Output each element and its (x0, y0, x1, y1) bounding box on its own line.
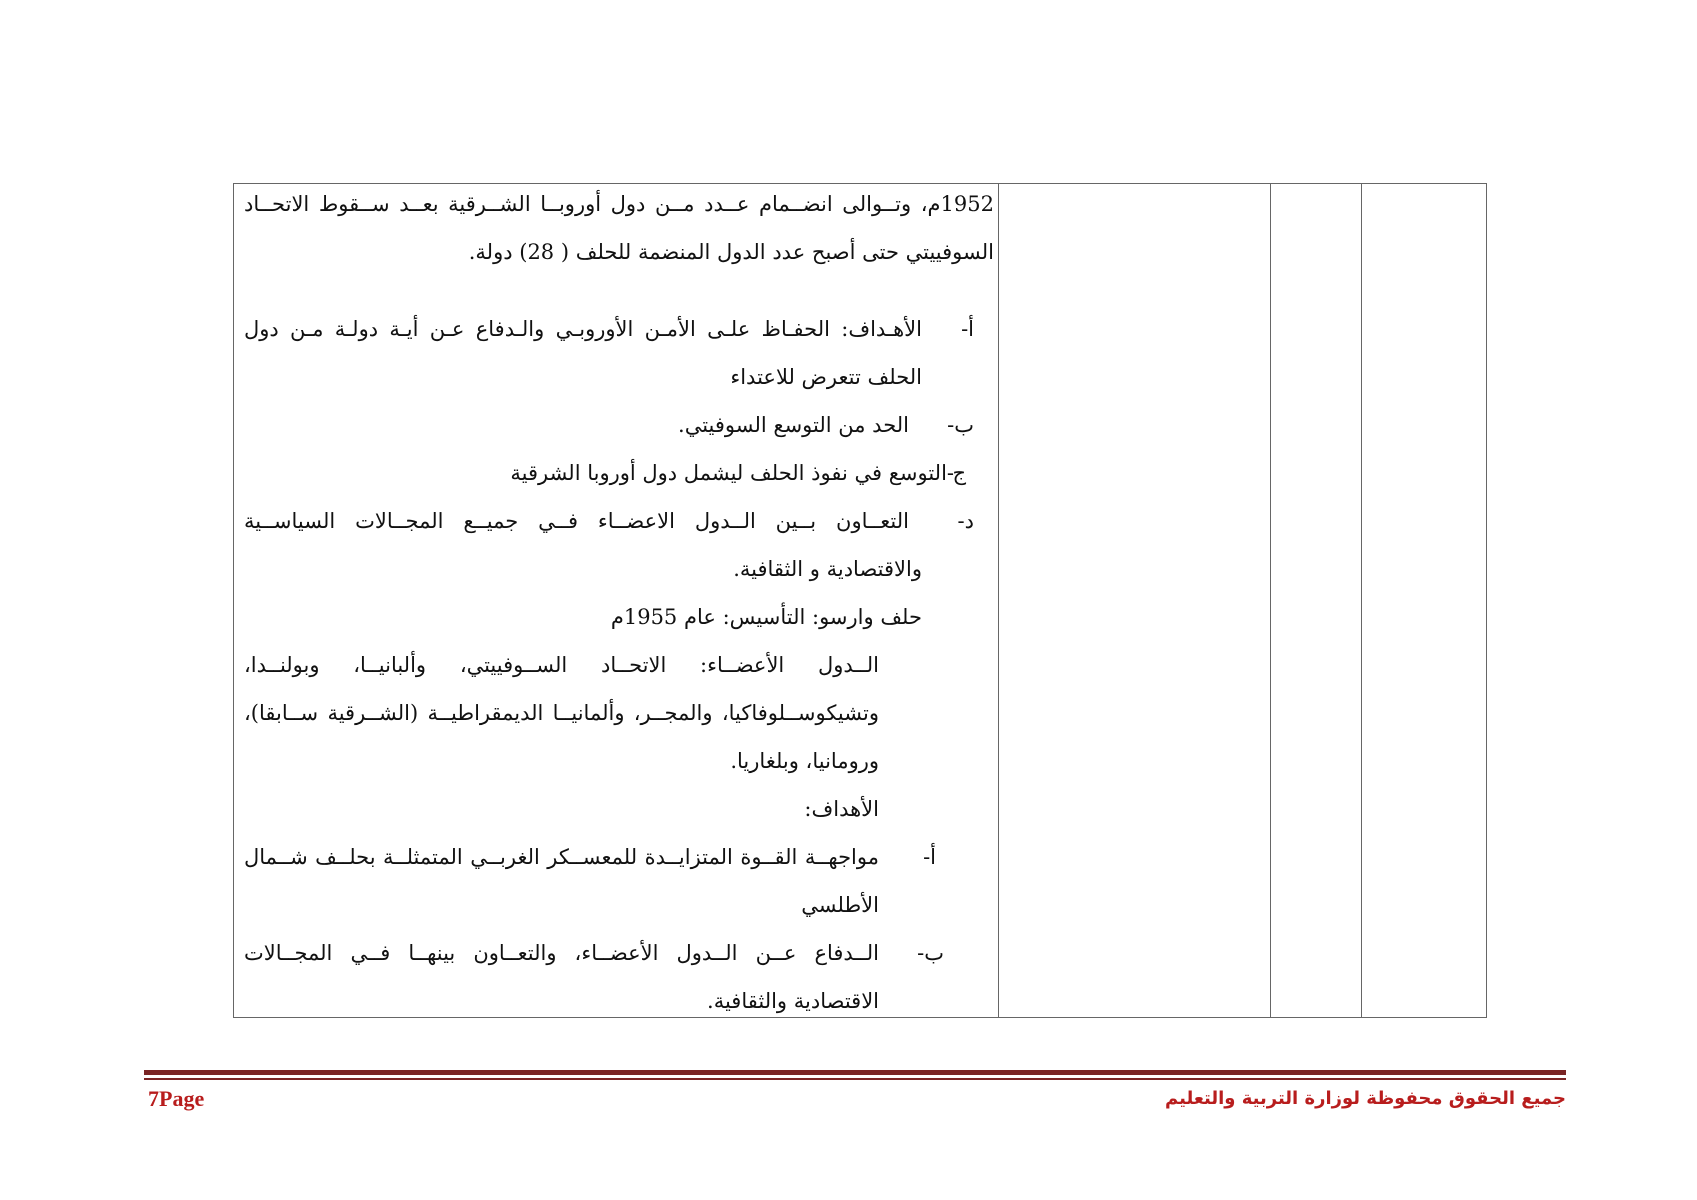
content-table (233, 183, 1487, 1018)
list-marker: أ- (961, 317, 974, 341)
list-marker: ج (952, 461, 966, 485)
text-cell (244, 184, 994, 1017)
list-item-line: الاقتصادية والثقافية. (707, 989, 879, 1013)
list-item-line: الأطلسي (801, 893, 879, 917)
section-heading: حلف وارسو: التأسيس: عام 1955م (610, 605, 922, 629)
members-line: الــدول الأعضــاء: الاتحــاد الســوفييتي، وألبانيــا، وبولنــدا، (244, 653, 879, 677)
list-item-line: التعــاون بــين الــدول الاعضــاء فــي جميــع المجــالات السياســية (244, 509, 909, 533)
list-item-line: الحلف تتعرض للاعتداء (730, 365, 922, 389)
page-number: 7Page (148, 1086, 205, 1111)
list-marker: د- (957, 509, 974, 533)
table-column-divider (1270, 184, 1271, 1017)
list-marker: ب- (947, 413, 974, 437)
list-marker: أ- (923, 845, 936, 869)
list-item-line: الحد من التوسع السوفيتي. (678, 413, 909, 437)
list-marker: ب- (917, 941, 944, 965)
table-column-divider (998, 184, 999, 1017)
paragraph-line: 1952م، وتــوالى انضــمام عــدد مــن دول أوروبــا الشــرقية بعــد ســقوط الاتحــاد (244, 192, 994, 216)
footer-rule (144, 1070, 1566, 1075)
list-item-line: -التوسع في نفوذ الحلف ليشمل دول أوروبا الشرقية (510, 461, 954, 485)
members-line: وتشيكوســلوفاكيا، والمجــر، وألمانيــا الديمقراطيــة (الشــرقية ســابقا)، (244, 701, 879, 725)
members-line: ورومانيا، وبلغاريا. (730, 749, 879, 773)
list-item-line: الــدفاع عــن الــدول الأعضــاء، والتعــاون بينهــا فــي المجــالات (244, 941, 879, 965)
table-column-divider (1361, 184, 1362, 1017)
list-item-line: مواجهــة القــوة المتزايــدة للمعســكر الغربــي المتمثلــة بحلــف شــمال (244, 845, 879, 869)
footer-rule-thin (144, 1078, 1566, 1080)
list-item-line: الأهـداف: الحفـاظ علـى الأمـن الأوروبـي والـدفاع عـن أيـة دولـة مـن دول (244, 317, 922, 341)
list-item-line: والاقتصادية و الثقافية. (733, 557, 922, 581)
paragraph-line: السوفييتي حتى أصبح عدد الدول المنضمة للحلف ( 28) دولة. (468, 240, 994, 264)
copyright-notice: جميع الحقوق محفوظة لوزارة التربية والتعليم (1165, 1088, 1566, 1109)
goals-heading: الأهداف: (804, 797, 879, 821)
